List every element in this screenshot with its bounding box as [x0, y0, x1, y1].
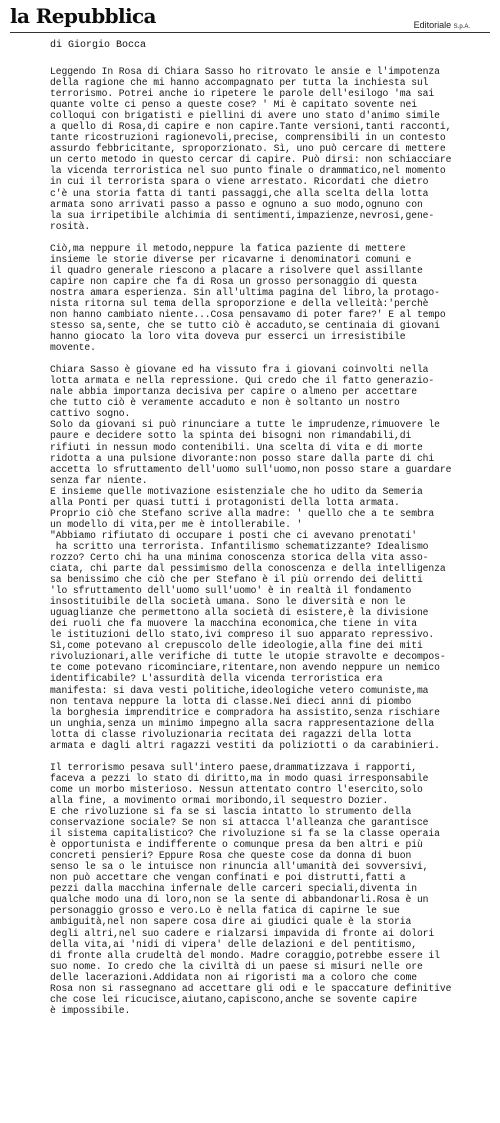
- text-line: quante volte ci penso a queste cose? ' Mi è capitato sovente nei: [50, 99, 417, 111]
- text-line: ha scritto una terrorista. Infantilismo schematizzante? Idealismo: [50, 540, 429, 552]
- text-line: Ciò,ma neppure il metodo,neppure la fatica paziente di mettere: [50, 242, 406, 254]
- header: [10, 4, 490, 34]
- text-line: non hanno cambiato niente...Cosa pensavamo di poter fare?' E al tempo: [50, 308, 446, 320]
- text-line: terrorismo. Potrei anche io ripetere le parole dell'esilogo 'ma sai: [50, 88, 435, 100]
- header-rule: [10, 32, 490, 33]
- text-line: in cui il terrorista spara o viene arrestato. Ricordati che dietro: [50, 176, 429, 188]
- text-line: identificabile? L'assurdità della vicenda terroristica era: [50, 673, 383, 685]
- publisher-label: [414, 20, 470, 30]
- text-line: E insieme quelle motivazione esistenziale che ho udito da Semeria: [50, 485, 423, 497]
- text-line: un modello di vita,per me è intollerabile. ': [50, 518, 303, 530]
- text-line: uguaglianze che permettono alla società di esistere,è la divisione: [50, 607, 429, 619]
- text-line: ambiguità,nel non sapere cosa dire ai giudici quale è la storia: [50, 916, 412, 928]
- text-line: alla fine, a movimento ormai moribondo,il sequestro Dozier.: [50, 794, 389, 806]
- text-line: sa benissimo che ciò che per Stefano è il più orrendo dei delitti: [50, 574, 423, 586]
- text-line: Proprio ciò che Stefano scrive alla madre: ' quello che a te sembra: [50, 507, 435, 519]
- text-line: di fronte alla crudeltà del mondo. Madre coraggio,potrebbe essere il: [50, 949, 440, 961]
- article-paragraph: [50, 762, 494, 1016]
- paragraph-gap: [50, 751, 494, 762]
- text-line: stesso sa,sente, che se tutto ciò è accaduto,se centinaia di giovani: [50, 320, 440, 332]
- text-line: colloqui con brigatisti e piellini di avere uno stato d'animo simile: [50, 110, 440, 122]
- publisher-name: Editoriale: [413, 20, 452, 30]
- text-line: Leggendo In Rosa di Chiara Sasso ho ritrovato le ansie e l'impotenza: [50, 66, 440, 77]
- text-line: qualche modo una di loro,non se la sente di abbandonarli.Rosa è un: [50, 894, 429, 906]
- text-line: le istituzioni dello stato,ivi compreso il suo apparato repressivo.: [50, 629, 435, 641]
- article-body: [50, 66, 494, 1016]
- text-line: la vicenda terroristica nel suo punto finale o drammatico,nel momento: [50, 165, 446, 177]
- text-line: Chiara Sasso è giovane ed ha vissuto fra i giovani coinvolti nella: [50, 364, 429, 376]
- text-line: movente.: [50, 342, 96, 354]
- text-line: delle lacerazioni.Addidata non ai rigoristi ma a coloro che come: [50, 971, 417, 983]
- text-line: ciata, chi parte dal pessimismo della conoscenza e della intelligenza: [50, 563, 446, 575]
- text-line: Il terrorismo pesava sull'intero paese,drammatizzava i rapporti,: [50, 761, 417, 773]
- text-line: dei ruoli che fa muovere la macchina economica,che tiene in vita: [50, 618, 417, 630]
- text-line: 'lo sfruttamento dell'uomo sull'uomo' è in realtà il fondamento: [50, 585, 412, 597]
- text-line: che cose lei ricucisce,aiutano,capiscono,anche se sovente capire: [50, 993, 417, 1005]
- publisher-suffix: S.p.A.: [453, 24, 470, 30]
- text-line: c'è una storia fatta di tanti passaggi,che alla scelta della lotta: [50, 187, 429, 199]
- text-line: faceva a pezzi lo stato di diritto,ma in modo quasi irresponsabile: [50, 772, 429, 784]
- text-line: te come potevano ricominciare,ritentare,non avendo neppure un nemico: [50, 662, 440, 674]
- text-line: capire non capire che fa di Rosa un grosso personaggio di questa: [50, 275, 417, 287]
- article-paragraph: [50, 364, 494, 751]
- text-line: è impossibile.: [50, 1004, 131, 1016]
- text-line: un unghia,senza un minimo impegno alla sacra rappresentazione della: [50, 717, 435, 729]
- text-line: non tentava neppure la lotta di classe.Nei dieci anni di piombo: [50, 695, 412, 707]
- text-line: paure e decidere sotto la spinta dei bisogni non rimandabili,di: [50, 430, 412, 442]
- text-line: armata sono arrivati passo a passo e ognuno a suo modo,ognuno con: [50, 198, 423, 210]
- paragraph-gap: [50, 232, 494, 243]
- text-line: la sua irripetibile alchimia di sentimenti,impazienze,nevrosi,gene-: [50, 209, 435, 221]
- text-line: a quello di Rosa,di capire e non capire.Tante versioni,tanti racconti,: [50, 121, 452, 133]
- text-line: insieme le storie diverse per ricavarne i denominatori comuni e: [50, 253, 412, 265]
- text-line: Sì,come potevano al crepuscolo delle ideologie,alla fine dei miti: [50, 640, 423, 652]
- text-line: conservazione sociale? Se non si attacca l'alleanza che garantisce: [50, 817, 429, 829]
- text-line: non può accettare che vengan confinati e poi distrutti,fatti a: [50, 872, 406, 884]
- text-line: della ragione che mi hanno accompagnato per tutta la inchiesta sul: [50, 77, 429, 89]
- text-line: nale abbia importanza decisiva per capire o almeno per accettare: [50, 386, 417, 398]
- text-line: assurdo febbricitante, sproporzionato. Sì, uno può cercare di mettere: [50, 143, 446, 155]
- text-line: Rosa non si rassegnano ad accettare gli odi e le spaccature definitive: [50, 982, 452, 994]
- text-line: suo nome. Io credo che la civiltà di un paese si misuri nelle ore: [50, 960, 423, 972]
- text-line: rozzo? Certo chi ha una minima conoscenza storica della vita asso-: [50, 551, 429, 563]
- text-line: lotta armata e nella repressione. Qui credo che il fatto generazio-: [50, 375, 435, 387]
- text-line: armata e dagli altri ragazzi vestiti da poliziotti o da carabinieri.: [50, 739, 440, 751]
- text-line: un certo metodo in questo cercar di capire. Può dirsi: non schiacciare: [50, 154, 452, 166]
- text-line: senso le sa o le intuisce non rinuncia all'umanità dei sovversivi,: [50, 861, 429, 873]
- text-line: il sistema capitalistico? Che rivoluzione si fa se la classe operaia: [50, 828, 440, 840]
- text-line: senza far niente.: [50, 474, 148, 486]
- text-line: rosità.: [50, 220, 91, 232]
- text-line: tante ricostruzioni ragionevoli,precise, comprensibili in un contesto: [50, 132, 446, 144]
- paragraph-gap: [50, 353, 494, 364]
- text-line: è opportunista e indifferente o comunque presa da ben altri e più: [50, 839, 423, 851]
- text-line: lotta di classe rivoluzionaria recitata dei ragazzi della lotta: [50, 728, 412, 740]
- text-line: che tutto ciò è veramente accaduto e non è soltanto un nostro: [50, 397, 400, 409]
- text-line: alla Ponti per quasi tutti i protagonisti della lotta armata.: [50, 496, 400, 508]
- text-line: la borghesia imprenditrice e compradora ha assistito,senza rischiare: [50, 706, 440, 718]
- masthead-logo: la Repubblica: [10, 4, 156, 28]
- text-line: nostra amara esperienza. Sin all'ultima pagina del libro,la protago-: [50, 286, 440, 298]
- text-line: rifiuti in nessun modo contenibili. Una scelta di vita e di morte: [50, 441, 423, 453]
- text-line: insostituibile della società umana. Sono le diversità e non le: [50, 596, 406, 608]
- text-line: Solo da giovani si può rinunciare a tutte le imprudenze,rimuovere le: [50, 419, 440, 431]
- text-line: hanno giocato la loro vita doveva pur esserci un irresistibile: [50, 331, 406, 343]
- text-line: della vita,ai 'nidi di vipera' delle delazioni e del pentitismo,: [50, 938, 417, 950]
- text-line: cattivo sogno.: [50, 408, 131, 420]
- text-line: ridotta a una pulsione divorante:non posso stare dalla parte di chi: [50, 452, 435, 464]
- text-line: personaggio grosso e vero.Lo è nella fatica di capirne le sue: [50, 905, 400, 917]
- text-line: degli altri,nel suo cadere e rialzarsi impavida di fronte ai dolori: [50, 927, 435, 939]
- text-line: "Abbiamo rifiutato di occupare i posti che ci avevano prenotati': [50, 529, 417, 541]
- text-line: nista ritorna sul tema della sproporzione e della velleità:'perchè: [50, 297, 429, 309]
- text-line: concreti pensieri? Eppure Rosa che queste cose da donna di buon: [50, 850, 412, 862]
- text-line: accetta lo sfruttamento dell'uomo sull'uomo,non posso stare a guardare: [50, 463, 452, 475]
- text-line: manifesta: si dava vesti politiche,ideologiche vetero comuniste,ma: [50, 684, 429, 696]
- text-line: pezzi dalla macchina infernale delle carceri speciali,diventa in: [50, 883, 417, 895]
- text-line: E che rivoluzione si fa se si lascia intatto lo strumento della: [50, 806, 412, 817]
- byline: di Giorgio Bocca: [50, 40, 147, 51]
- article-paragraph: [50, 243, 494, 353]
- article-paragraph: [50, 66, 494, 232]
- text-line: rivoluzionari,alle verifiche di tutte le utopie stravolte e decompos-: [50, 651, 446, 663]
- text-line: il quadro generale riescono a placare a risolvere quel assillante: [50, 264, 423, 276]
- text-line: come un morbo misterioso. Nessun attentato contro l'esercito,solo: [50, 783, 423, 795]
